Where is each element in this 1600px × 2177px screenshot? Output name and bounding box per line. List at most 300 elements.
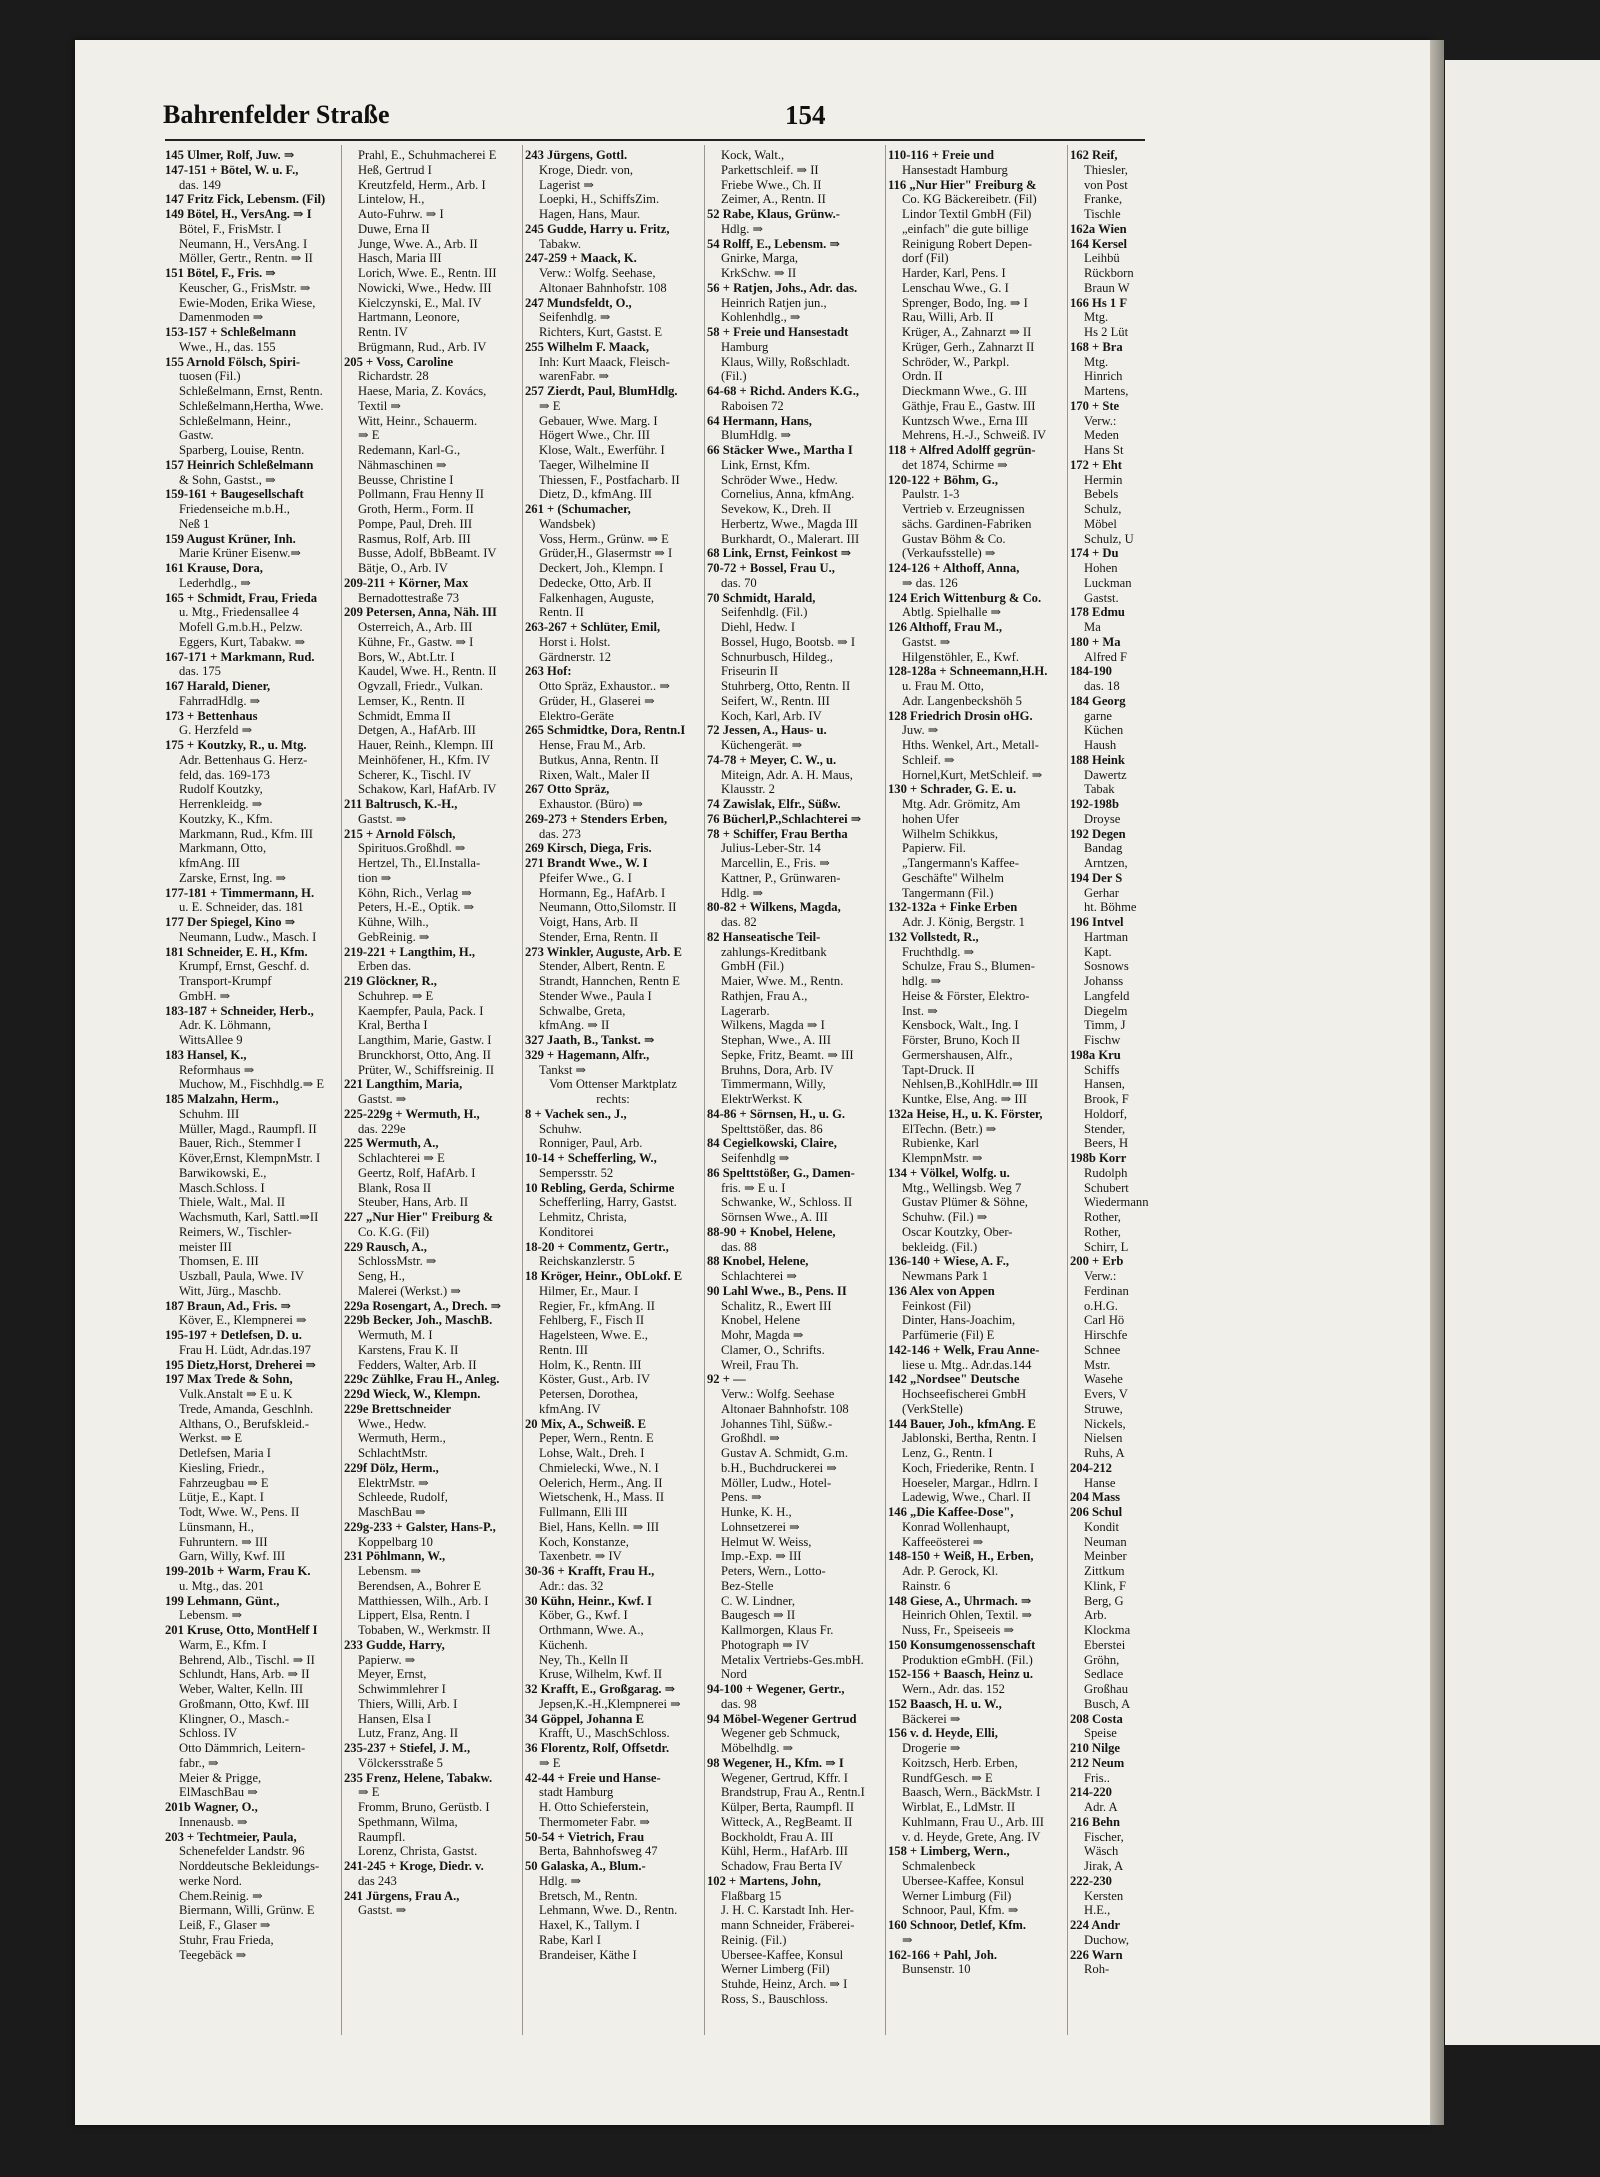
directory-entry-line: 136 Alex von Appen	[888, 1283, 995, 1298]
directory-entry-line: Tabakw.	[539, 236, 582, 251]
directory-entry-line: Mstr.	[1084, 1357, 1111, 1372]
directory-entry-line: Möbel	[1084, 516, 1117, 531]
directory-entry-line: Haese, Maria, Z. Kovács,	[358, 384, 487, 398]
directory-entry-line: Schwimmlehrer I	[358, 1682, 446, 1696]
directory-entry-line: Sempersstr. 52	[539, 1165, 614, 1180]
directory-entry-line: Nickels,	[1084, 1416, 1126, 1431]
directory-entry-line: 162-166 + Pahl, Joh.	[888, 1947, 997, 1962]
directory-entry-line: Sevekow, K., Dreh. II	[721, 502, 832, 516]
directory-entry-line: Leiß, F., Glaser ⇒	[179, 1918, 271, 1932]
directory-entry-line: Cornelius, Anna, kfmAng.	[721, 487, 855, 502]
directory-entry-line: Barwikowski, E.,	[179, 1165, 267, 1180]
directory-entry-line: Kiesling, Friedr.,	[179, 1460, 265, 1475]
directory-entry-line: 124 Erich Wittenburg & Co.	[888, 590, 1042, 605]
directory-entry-line: Fullmann, Elli III	[539, 1505, 628, 1519]
directory-entry-line: 76 Bücherl,P.,Schlachterei ⇒	[707, 811, 862, 826]
directory-entry-line: 219-221 + Langthim, H.,	[344, 944, 476, 959]
directory-entry-line: Stender,	[1084, 1121, 1126, 1136]
directory-entry-line: Küchen	[1084, 723, 1124, 738]
directory-entry-line: Gebauer, Wwe. Marg. I	[539, 413, 658, 428]
directory-entry-line: Clamer, O., Schrifts.	[721, 1342, 825, 1357]
directory-entry-line: 162 Reif,	[1070, 148, 1118, 162]
directory-entry-line: 196 Intvel	[1070, 915, 1124, 929]
directory-entry-line: & Sohn, Gastst., ⇒	[179, 472, 276, 487]
directory-entry-line: Biermann, Willi, Grünw. E	[179, 1903, 315, 1918]
directory-entry-line: 130 + Schrader, G. E. u.	[888, 782, 1017, 797]
directory-entry-line: 206 Schul	[1070, 1505, 1123, 1519]
directory-entry-line: 110-116 + Freie und	[888, 148, 994, 162]
directory-entry-line: 142-146 + Welk, Frau Anne-	[888, 1342, 1040, 1357]
directory-entry-line: Konrad Wollenhaupt,	[902, 1519, 1010, 1534]
directory-entry-line: Neumann, Otto,Silomstr. II	[539, 900, 677, 915]
directory-entry-line: Reinigung Robert Depen-	[902, 236, 1033, 251]
directory-entry-line: Rückborn	[1084, 266, 1134, 280]
directory-entry-line: Transport-Krumpf	[179, 974, 272, 988]
directory-entry-line: Busch, A	[1084, 1696, 1131, 1711]
directory-entry-line: 8 + Vachek sen., J.,	[525, 1106, 627, 1121]
directory-entry-line: Rentn. IV	[358, 325, 408, 339]
directory-entry-line: Berendsen, A., Bohrer E	[358, 1578, 482, 1593]
directory-entry-line: 235-237 + Stiefel, J. M.,	[344, 1741, 471, 1755]
directory-entry-line: Wegener geb Schmuck,	[721, 1726, 840, 1741]
directory-entry-line: Keuscher, G., FrisMstr. ⇒	[179, 280, 311, 295]
directory-entry-line: Falkenhagen, Auguste,	[539, 590, 655, 605]
directory-entry-line: Hilmer, Er., Maur. I	[539, 1283, 639, 1298]
directory-entry-line: 241 Jürgens, Frau A.,	[344, 1888, 460, 1903]
directory-entry-line: Klink, F	[1084, 1578, 1126, 1593]
directory-entry-line: SchlossMstr. ⇒	[358, 1254, 437, 1269]
directory-entry-line: das. 88	[721, 1239, 757, 1254]
directory-entry-line: 20 Mix, A., Schweiß. E	[525, 1416, 647, 1431]
directory-entry-line: Schulze, Frau S., Blumen-	[902, 959, 1035, 974]
directory-entry-line: Lehmitz, Christa,	[539, 1210, 627, 1224]
directory-entry-line: 183-187 + Schneider, Herb.,	[165, 1003, 314, 1018]
directory-entry-line: Wilhelm Schikkus,	[902, 826, 999, 841]
directory-entry-line: Evers, V	[1084, 1387, 1128, 1401]
directory-entry-line: Schleßelmann, Ernst, Rentn.	[179, 384, 323, 398]
directory-entry-line: (Verkaufsstelle) ⇒	[902, 546, 996, 561]
directory-entry-line: Grüder,H., Glasermstr ⇒ I	[539, 546, 673, 561]
directory-entry-line: Külper, Berta, Raumpfl. II	[721, 1800, 855, 1814]
directory-entry-line: Taeger, Wilhelmine II	[539, 457, 650, 472]
directory-entry-line: 271 Brandt Wwe., W. I	[525, 856, 648, 870]
directory-entry-line: ElektrWerkst. K	[721, 1092, 803, 1106]
directory-entry-line: Raboisen 72	[721, 398, 784, 413]
directory-entry-line: 167-171 + Markmann, Rud.	[165, 649, 315, 664]
directory-entry-line: Lorich, Wwe. E., Rentn. III	[358, 266, 497, 280]
directory-entry-line: Co. KG Bäckereibetr. (Fil)	[902, 192, 1037, 207]
directory-entry-line: 195 Dietz,Horst, Dreherei ⇒	[165, 1357, 317, 1372]
directory-entry-line: Schlundt, Hans, Arb. ⇒ II	[179, 1667, 310, 1682]
directory-entry-line: 175 + Koutzky, R., u. Mtg.	[165, 738, 307, 752]
directory-entry-line: 327 Jaath, B., Tankst. ⇒	[525, 1033, 655, 1047]
directory-entry-line: Krüger, Gerh., Zahnarzt II	[902, 339, 1035, 354]
directory-entry-line: 247 Mundsfeldt, O.,	[525, 295, 632, 310]
directory-entry-line: Meinber	[1084, 1549, 1127, 1564]
directory-entry-line: Julius-Leber-Str. 14	[721, 841, 821, 856]
directory-entry-line: 126 Althoff, Frau M.,	[888, 620, 1003, 634]
directory-entry-line: Detgen, A., HafArb. III	[358, 723, 476, 738]
directory-entry-line: Kohlenhdlg., ⇒	[721, 310, 801, 325]
directory-entry-line: Hinrich	[1084, 369, 1123, 384]
directory-entry-line: Inh: Kurt Maack, Fleisch-	[539, 354, 670, 369]
directory-entry-line: Fuhruntern. ⇒ III	[179, 1534, 268, 1549]
directory-entry-line: Beers, H	[1084, 1136, 1129, 1151]
directory-entry-line: 219 Glöckner, R.,	[344, 974, 437, 988]
directory-entry-line: das. 70	[721, 575, 757, 590]
directory-entry-line: (Fil.)	[721, 369, 747, 384]
street-title: Bahrenfelder Straße	[163, 100, 390, 129]
directory-entry-line: Witteck, A., RegBeamt. II	[721, 1814, 853, 1829]
directory-entry-line: Chem.Reinig. ⇒	[179, 1888, 263, 1903]
directory-entry-line: Gustav Plümer & Söhne,	[902, 1195, 1028, 1210]
directory-entry-line: Hdlg. ⇒	[721, 885, 764, 900]
directory-entry-line: 50 Galaska, A., Blum.-	[525, 1859, 646, 1873]
directory-entry-line: rechts:	[596, 1092, 630, 1106]
directory-entry-line: 66 Stäcker Wwe., Martha I	[707, 443, 853, 457]
directory-entry-line: Detlefsen, Maria I	[179, 1446, 271, 1460]
directory-entry-line: Wäsch	[1084, 1844, 1119, 1859]
directory-entry-line: Gastst. ⇒	[358, 1903, 407, 1918]
directory-entry-line: Gustav A. Schmidt, G.m.	[721, 1446, 848, 1460]
directory-entry-line: Schuhm. III	[179, 1106, 240, 1121]
directory-entry-line: Kroge, Diedr. von,	[539, 162, 634, 177]
directory-entry-line: Carl Hö	[1084, 1313, 1125, 1328]
directory-entry-line: das. 82	[721, 915, 757, 929]
directory-entry-line: Adr.: das. 32	[539, 1578, 604, 1593]
directory-entry-line: Uszball, Paula, Wwe. IV	[179, 1269, 304, 1283]
directory-entry-line: 225 Wermuth, A.,	[344, 1136, 439, 1151]
directory-entry-line: Textil ⇒	[358, 398, 401, 413]
directory-entry-line: Papierw. Fil.	[902, 841, 966, 856]
directory-entry-line: Parkettschleif. ⇒ II	[721, 162, 819, 177]
directory-entry-line: Burkhardt, O., Malerart. III	[721, 531, 860, 546]
directory-entry-line: 235 Frenz, Helene, Tabakw.	[344, 1770, 493, 1785]
directory-entry-line: Rentn. II	[539, 605, 584, 620]
directory-entry-line: Frau H. Lüdt, Adr.das.197	[179, 1342, 311, 1357]
directory-entry-line: Schlachterei ⇒	[721, 1269, 797, 1283]
directory-entry-line: Altonaer Bahnhofstr. 108	[539, 280, 667, 295]
directory-entry-line: Bäckerei ⇒	[902, 1711, 961, 1726]
directory-entry-line: 82 Hanseatische Teil-	[707, 929, 821, 944]
directory-entry-line: das. 229e	[358, 1121, 406, 1136]
directory-entry-line: Kensbock, Walt., Ing. I	[902, 1018, 1019, 1033]
directory-entry-line: Kattner, P., Grünwaren-	[721, 870, 841, 885]
directory-entry-line: 201b Wagner, O.,	[165, 1800, 258, 1814]
directory-entry-line: Nowicki, Wwe., Hedw. III	[358, 280, 492, 295]
directory-entry-line: 147 Fritz Fick, Lebensm. (Fil)	[165, 192, 326, 207]
directory-entry-line: Franke,	[1084, 192, 1123, 207]
directory-entry-line: 150 Konsumgenossenschaft	[888, 1637, 1036, 1652]
directory-entry-line: Spethmann, Wilma,	[358, 1814, 458, 1829]
directory-entry-line: Ronniger, Paul, Arb.	[539, 1136, 643, 1151]
directory-entry-line: 10-14 + Schefferling, W.,	[525, 1151, 657, 1165]
directory-entry-line: Bockholdt, Frau A. III	[721, 1829, 834, 1844]
directory-entry-line: Großhau	[1084, 1682, 1129, 1696]
directory-entry-line: 118 + Alfred Adolff gegrün-	[888, 443, 1036, 457]
directory-entry-line: hohen Ufer	[902, 811, 959, 826]
directory-entry-line: das. 175	[179, 664, 221, 679]
directory-entry-line: 155 Arnold Fölsch, Spiri-	[165, 354, 301, 369]
directory-entry-line: 257 Zierdt, Paul, BlumHdlg.	[525, 384, 678, 398]
directory-entry-line: garne	[1084, 708, 1112, 723]
directory-entry-line: 204-212	[1070, 1460, 1112, 1475]
directory-entry-line: Lenschau Wwe., G. I	[902, 280, 1009, 295]
directory-entry-line: Meier & Prigge,	[179, 1770, 262, 1785]
directory-entry-line: Schleif. ⇒	[902, 752, 955, 767]
directory-entry-line: 153-157 + Schleßelmann	[165, 325, 297, 339]
directory-entry-line: 177 Der Spiegel, Kino ⇒	[165, 915, 296, 929]
directory-entry-line: Eberstei	[1084, 1637, 1126, 1652]
directory-entry-line: Brook, F	[1084, 1092, 1129, 1106]
directory-entry-line: Neumann, H., VersAng. I	[179, 236, 308, 251]
directory-entry-line: liese u. Mtg.. Adr.das.144	[902, 1357, 1032, 1372]
directory-entry-line: Mtg. Adr. Grömitz, Am	[902, 797, 1021, 811]
directory-entry-line: Prahl, E., Schuhmacherei E	[358, 148, 497, 162]
directory-entry-line: Fedders, Walter, Arb. II	[358, 1357, 477, 1372]
directory-entry-line: Kreutzfeld, Herm., Arb. I	[358, 177, 486, 192]
directory-entry-line: ⇒ E	[539, 398, 561, 413]
directory-entry-line: Hansen, Elsa I	[358, 1711, 432, 1726]
directory-entry-line: 180 + Ma	[1070, 634, 1121, 649]
directory-entry-line: Hilgenstöhler, E., Kwf.	[902, 649, 1020, 664]
directory-entry-line: Schenefelder Landstr. 96	[179, 1844, 305, 1859]
directory-entry-line: 214-220	[1070, 1785, 1112, 1800]
directory-entry-line: Sedlace	[1084, 1667, 1124, 1682]
directory-entry-line: Lutz, Franz, Ang. II	[358, 1726, 459, 1741]
directory-entry-line: 120-122 + Böhm, G.,	[888, 472, 999, 487]
directory-entry-line: Völckersstraße 5	[358, 1755, 443, 1770]
directory-entry-line: das. 149	[179, 177, 221, 192]
directory-entry-line: Schnurbusch, Hildeg.,	[721, 649, 833, 664]
directory-entry-line: Schiffs	[1084, 1062, 1120, 1077]
directory-entry-line: Holdorf,	[1084, 1106, 1128, 1121]
directory-entry-line: 92 + —	[707, 1372, 746, 1387]
directory-entry-line: Lohnsetzerei ⇒	[721, 1519, 800, 1534]
directory-entry-line: Hirschfe	[1084, 1328, 1128, 1342]
directory-entry-line: Brandstrup, Frau A., Rentn.I	[721, 1785, 865, 1800]
directory-entry-line: Sprenger, Bodo, Ing. ⇒ I	[902, 295, 1028, 310]
directory-entry-line: Produktion eGmbH. (Fil.)	[902, 1652, 1033, 1667]
directory-entry-line: Sörnsen Wwe., A. III	[721, 1210, 828, 1224]
directory-entry-line: Jablonski, Bertha, Rentn. I	[902, 1431, 1037, 1446]
directory-entry-line: 245 Gudde, Harry u. Fritz,	[525, 221, 670, 236]
directory-entry-line: Lagerarb.	[721, 1003, 770, 1018]
directory-entry-line: 132 Vollstedt, R.,	[888, 929, 979, 944]
directory-entry-line: Mtg., Wellingsb. Weg 7	[902, 1180, 1022, 1195]
directory-entry-line: von Post	[1084, 177, 1128, 192]
directory-entry-line: Köver, E., Klempnerei ⇒	[179, 1313, 307, 1328]
directory-entry-line: Hths. Wenkel, Art., Metall-	[902, 738, 1039, 752]
directory-entry-line: Nähmaschinen ⇒	[358, 457, 447, 472]
directory-entry-line: Exhaustor. (Büro) ⇒	[539, 797, 643, 811]
directory-entry-line: werke Nord.	[179, 1873, 242, 1888]
directory-entry-line: Friseurin II	[721, 664, 779, 679]
directory-entry-line: Schuhw. (Fil.) ⇒	[902, 1210, 988, 1224]
directory-entry-line: 148 Giese, A., Uhrmach. ⇒	[888, 1593, 1032, 1608]
directory-entry-line: Otto Spräz, Exhaustor.. ⇒	[539, 679, 670, 693]
directory-entry-line: 181 Schneider, E. H., Kfm.	[165, 944, 308, 959]
directory-entry-line: Hansen,	[1084, 1077, 1125, 1092]
directory-entry-line: 199-201b + Warm, Frau K.	[165, 1564, 311, 1578]
directory-entry-line: Berta, Bahnhofsweg 47	[539, 1844, 658, 1859]
directory-entry-line: 88 Knobel, Helene,	[707, 1254, 809, 1269]
directory-entry-line: Gastw.	[179, 428, 214, 443]
directory-entry-line: Oscar Koutzky, Ober-	[902, 1224, 1013, 1239]
directory-entry-line: Markmann, Otto,	[179, 841, 267, 856]
directory-entry-line: Seifenhdlg. (Fil.)	[721, 605, 808, 620]
directory-entry-line: Martens,	[1084, 384, 1129, 398]
directory-entry-line: ⇒ E	[358, 1785, 380, 1800]
directory-entry-line: Diegelm	[1084, 1003, 1128, 1018]
directory-entry-line: Schadow, Frau Berta IV	[721, 1859, 843, 1873]
directory-entry-line: v. d. Heyde, Grete, Ang. IV	[902, 1829, 1041, 1844]
directory-entry-line: 152 Baasch, H. u. W.,	[888, 1696, 1002, 1711]
directory-entry-line: Heise & Förster, Elektro-	[902, 988, 1030, 1003]
directory-entry-line: Hdlg. ⇒	[539, 1873, 582, 1888]
directory-entry-line: Nuss, Fr., Speiseeis ⇒	[902, 1623, 1015, 1637]
directory-entry-line: 144 Bauer, Joh., kfmAng. E	[888, 1416, 1036, 1431]
directory-entry-line: Klockma	[1084, 1623, 1131, 1637]
directory-entry-line: Rubienke, Karl	[902, 1136, 979, 1151]
directory-entry-line: Schleßelmann,Hertha, Wwe.	[179, 398, 324, 413]
directory-entry-line: 178 Edmu	[1070, 605, 1125, 620]
directory-entry-line: Heinrich Ratjen jun.,	[721, 295, 827, 310]
directory-entry-line: Herrenkleidg. ⇒	[179, 797, 263, 811]
directory-entry-line: Meinhöfener, H., Kfm. IV	[358, 752, 491, 767]
directory-entry-line: Reichskanzlerstr. 5	[539, 1254, 635, 1269]
directory-entry-line: Rudolph	[1084, 1165, 1128, 1180]
directory-entry-line: Rathjen, Frau A.,	[721, 988, 808, 1003]
directory-entry-line: 50-54 + Vietrich, Frau	[525, 1829, 645, 1844]
directory-entry-line: Meden	[1084, 428, 1119, 443]
directory-entry-line: Thermometer Fabr. ⇒	[539, 1814, 650, 1829]
directory-entry-line: Werner Limberg (Fil)	[721, 1962, 830, 1977]
directory-entry-line: Warm, E., Kfm. I	[179, 1637, 267, 1652]
directory-entry-line: Innenausb. ⇒	[179, 1814, 248, 1829]
directory-entry-line: 211 Baltrusch, K.-H.,	[344, 797, 458, 811]
directory-entry-line: Krafft, U., MaschSchloss.	[539, 1726, 670, 1741]
directory-entry-line: Damenmoden ⇒	[179, 310, 264, 325]
directory-entry-line: Paulstr. 1-3	[902, 487, 960, 502]
directory-entry-line: Stender, Albert, Rentn. E	[539, 959, 666, 974]
directory-entry-line: Wermuth, Herm.,	[358, 1431, 446, 1446]
directory-entry-line: Berg, G	[1084, 1593, 1124, 1608]
directory-entry-line: Jepsen,K.-H.,Klempnerei ⇒	[539, 1696, 681, 1711]
directory-entry-line: Eggers, Kurt, Tabakw. ⇒	[179, 634, 306, 649]
directory-entry-line: Schmidt, Emma II	[358, 708, 451, 723]
directory-entry-line: Spirituos.Großhdl. ⇒	[358, 841, 466, 856]
directory-entry-line: Herbertz, Wwe., Magda III	[721, 516, 858, 531]
directory-entry-line: 86 Spelttstößer, G., Damen-	[707, 1165, 855, 1180]
directory-entry-line: 84 Cegielkowski, Claire,	[707, 1136, 837, 1151]
directory-entry-line: 166 Hs 1 F	[1070, 295, 1128, 310]
directory-entry-line: Tangermann (Fil.)	[902, 885, 994, 900]
directory-entry-line: Klausstr. 2	[721, 782, 775, 797]
directory-entry-line: Seifenhdlg ⇒	[721, 1151, 790, 1165]
directory-entry-line: 267 Otto Spräz,	[525, 782, 610, 797]
directory-entry-line: 192 Degen	[1070, 826, 1126, 841]
directory-entry-line: 160 Schnoor, Detlef, Kfm.	[888, 1918, 1027, 1932]
directory-entry-line: Beusse, Christine I	[358, 472, 454, 487]
directory-entry-line: Matthiessen, Wilh., Arb. I	[358, 1593, 489, 1608]
directory-entry-line: 261 + (Schumacher,	[525, 502, 631, 516]
header-rule	[165, 139, 1145, 141]
directory-entry-line: 159 August Krüner, Inh.	[165, 531, 296, 546]
directory-column-4	[707, 148, 882, 2038]
directory-entry-line: 64 Hermann, Hans,	[707, 413, 812, 428]
directory-entry-line: Lippert, Elsa, Rentn. I	[358, 1608, 470, 1623]
directory-entry-line: Imp.-Exp. ⇒ III	[721, 1549, 802, 1564]
directory-entry-line: Sosnows	[1084, 959, 1129, 974]
directory-entry-line: 168 + Bra	[1070, 339, 1123, 354]
directory-entry-line: 147-151 + Bötel, W. u. F.,	[165, 162, 299, 177]
directory-entry-line: 156 v. d. Heyde, Elli,	[888, 1726, 998, 1741]
directory-entry-line: Gerhar	[1084, 885, 1119, 900]
directory-entry-line: Luckman	[1084, 575, 1132, 590]
directory-entry-line: Verw.: Wolfg. Seehase,	[539, 266, 656, 280]
directory-entry-line: GmbH. ⇒	[179, 988, 231, 1003]
directory-entry-line: Dietz, D., kfmAng. III	[539, 487, 652, 502]
directory-entry-line: Thiessen, F., Postfacharb. II	[539, 472, 680, 487]
directory-entry-line: Hasch, Maria III	[358, 251, 442, 266]
directory-entry-line: Fris..	[1084, 1770, 1110, 1785]
directory-entry-line: Peper, Wern., Rentn. E	[539, 1431, 654, 1446]
directory-entry-line: fabr., ⇒	[179, 1755, 219, 1770]
directory-entry-line: Struwe,	[1084, 1401, 1123, 1416]
directory-entry-line: 209 Petersen, Anna, Näh. III	[344, 605, 497, 620]
directory-entry-line: Langthim, Marie, Gastw. I	[358, 1033, 492, 1047]
directory-entry-line: Koppelbarg 10	[358, 1534, 433, 1549]
directory-entry-line: Adr. J. König, Bergstr. 1	[902, 915, 1025, 929]
directory-entry-line: Wilkens, Magda ⇒ I	[721, 1018, 825, 1033]
directory-entry-line: Parfümerie (Fil) E	[902, 1328, 995, 1342]
directory-entry-line: Hertzel, Th., El.Installa-	[358, 856, 481, 870]
directory-entry-line: Fahrzeugbau ⇒ E	[179, 1475, 269, 1490]
directory-entry-line: Newmans Park 1	[902, 1269, 989, 1283]
directory-entry-line: Peters, H.-E., Optik. ⇒	[358, 900, 475, 915]
directory-entry-line: Hense, Frau M., Arb.	[539, 738, 646, 752]
directory-entry-line: Gäthje, Frau E., Gastw. III	[902, 398, 1036, 413]
directory-entry-line: Auto-Fuhrw. ⇒ I	[358, 207, 444, 221]
directory-entry-line: Hs 2 Lüt	[1084, 325, 1129, 339]
directory-entry-line: Wwe., H., das. 155	[179, 339, 276, 354]
directory-entry-line: Gastst. ⇒	[902, 634, 951, 649]
directory-entry-line: 198a Kru	[1070, 1047, 1121, 1062]
directory-entry-line: Hohen	[1084, 561, 1118, 575]
directory-entry-line: Elektro-Geräte	[539, 708, 614, 723]
directory-entry-line: Ma	[1084, 620, 1101, 634]
directory-entry-line: Lagerist ⇒	[539, 177, 594, 192]
directory-entry-line: u. Mtg., Friedensallee 4	[179, 605, 299, 620]
directory-entry-line: Norddeutsche Bekleidungs-	[179, 1859, 320, 1873]
directory-entry-line: ElMaschBau ⇒	[179, 1785, 258, 1800]
directory-column-3	[525, 148, 701, 2038]
directory-entry-line: Hartman	[1084, 929, 1129, 944]
directory-entry-line: kfmAng. ⇒ II	[539, 1018, 610, 1033]
directory-entry-line: Brügmann, Rud., Arb. IV	[358, 339, 487, 354]
directory-entry-line: ElTechn. (Betr.) ⇒	[902, 1121, 997, 1136]
directory-entry-line: Richters, Kurt, Gastst. E	[539, 325, 663, 339]
directory-entry-line: Malerei (Werkst.) ⇒	[358, 1283, 461, 1298]
directory-entry-line: Kaempfer, Paula, Pack. I	[358, 1003, 484, 1018]
directory-entry-line: Lünsmann, H.,	[179, 1519, 254, 1534]
directory-entry-line: Geschäfte" Wilhelm	[902, 870, 1004, 885]
directory-entry-line: Brandeiser, Käthe I	[539, 1947, 637, 1962]
directory-entry-line: Co. K.G. (Fil)	[358, 1224, 430, 1239]
directory-entry-line: mann Schneider, Fräberei-	[721, 1918, 855, 1932]
directory-entry-line: Tabak	[1084, 782, 1115, 797]
